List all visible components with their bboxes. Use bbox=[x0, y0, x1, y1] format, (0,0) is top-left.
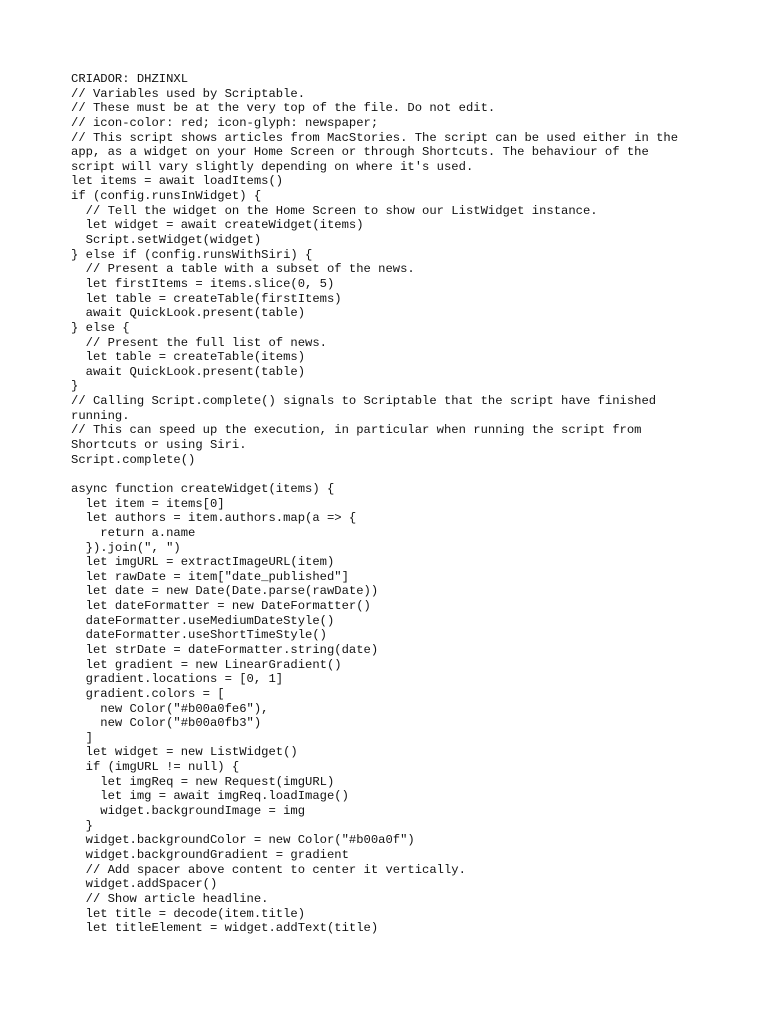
code-line: if (imgURL != null) { bbox=[71, 760, 240, 775]
code-line: Script.setWidget(widget) bbox=[71, 233, 262, 248]
code-line: new Color("#b00a0fe6"), bbox=[71, 701, 269, 716]
code-line: if (config.runsInWidget) { bbox=[71, 189, 262, 204]
code-line: ] bbox=[71, 730, 93, 745]
code-line: app, as a widget on your Home Screen or through Shortcuts. The behaviour of the bbox=[71, 145, 649, 160]
code-line: // Present the full list of news. bbox=[71, 335, 327, 350]
code-line: let img = await imgReq.loadImage() bbox=[71, 789, 349, 804]
code-line bbox=[71, 467, 711, 482]
code-line: let date = new Date(Date.parse(rawDate)) bbox=[71, 584, 379, 599]
code-line: widget.backgroundColor = new Color("#b00a0f") bbox=[71, 833, 415, 848]
code-line: return a.name bbox=[71, 525, 196, 540]
code-line: }).join(", ") bbox=[71, 540, 181, 555]
code-line: let gradient = new LinearGradient() bbox=[71, 657, 342, 672]
document-page bbox=[71, 72, 711, 936]
code-line: await QuickLook.present(table) bbox=[71, 364, 306, 379]
code-line: // These must be at the very top of the file. Do not edit. bbox=[71, 101, 496, 116]
code-line: let dateFormatter = new DateFormatter() bbox=[71, 599, 371, 614]
code-line: let strDate = dateFormatter.string(date) bbox=[71, 642, 379, 657]
code-line: let firstItems = items.slice(0, 5) bbox=[71, 276, 335, 291]
code-line: CRIADOR: DHZINXL bbox=[71, 72, 189, 86]
code-line: dateFormatter.useShortTimeStyle() bbox=[71, 628, 327, 643]
code-line: // Tell the widget on the Home Screen to show our ListWidget instance. bbox=[71, 203, 598, 218]
code-line: // Present a table with a subset of the news. bbox=[71, 262, 415, 277]
code-line: Shortcuts or using Siri. bbox=[71, 438, 247, 453]
code-line: let imgReq = new Request(imgURL) bbox=[71, 774, 335, 789]
code-line: let items = await loadItems() bbox=[71, 174, 284, 189]
code-line: widget.addSpacer() bbox=[71, 877, 218, 892]
code-line: await QuickLook.present(table) bbox=[71, 306, 306, 321]
code-line: let titleElement = widget.addText(title) bbox=[71, 921, 379, 936]
code-line: } else { bbox=[71, 320, 130, 335]
code-line: new Color("#b00a0fb3") bbox=[71, 716, 262, 731]
code-line: let table = createTable(items) bbox=[71, 350, 306, 365]
code-line: let authors = item.authors.map(a => { bbox=[71, 511, 357, 526]
code-line: async function createWidget(items) { bbox=[71, 481, 335, 496]
code-line: gradient.colors = [ bbox=[71, 686, 225, 701]
code-line: widget.backgroundGradient = gradient bbox=[71, 847, 349, 862]
code-line: // This can speed up the execution, in particular when running the script from bbox=[71, 423, 642, 438]
code-line: // This script shows articles from MacStories. The script can be used either in the bbox=[71, 130, 679, 145]
code-line: script will vary slightly depending on where it's used. bbox=[71, 159, 474, 174]
code-line: let item = items[0] bbox=[71, 496, 225, 511]
code-line: // icon-color: red; icon-glyph: newspaper; bbox=[71, 115, 379, 130]
code-line: } else if (config.runsWithSiri) { bbox=[71, 247, 313, 262]
code-line: let table = createTable(firstItems) bbox=[71, 291, 342, 306]
code-line: let imgURL = extractImageURL(item) bbox=[71, 555, 335, 570]
code-line: running. bbox=[71, 408, 130, 423]
code-line: dateFormatter.useMediumDateStyle() bbox=[71, 613, 335, 628]
code-line: widget.backgroundImage = img bbox=[71, 804, 306, 819]
code-line: // Add spacer above content to center it vertically. bbox=[71, 862, 466, 877]
code-line: let rawDate = item["date_published"] bbox=[71, 569, 349, 584]
code-line: } bbox=[71, 379, 79, 394]
code-line: } bbox=[71, 818, 93, 833]
code-line: let title = decode(item.title) bbox=[71, 906, 306, 921]
code-line: // Variables used by Scriptable. bbox=[71, 86, 306, 101]
code-line: gradient.locations = [0, 1] bbox=[71, 672, 284, 687]
code-line: Script.complete() bbox=[71, 452, 196, 467]
code-line: // Calling Script.complete() signals to Scriptable that the script have finished bbox=[71, 394, 657, 409]
code-line: // Show article headline. bbox=[71, 891, 269, 906]
code-line: let widget = new ListWidget() bbox=[71, 745, 298, 760]
code-line: let widget = await createWidget(items) bbox=[71, 218, 364, 233]
